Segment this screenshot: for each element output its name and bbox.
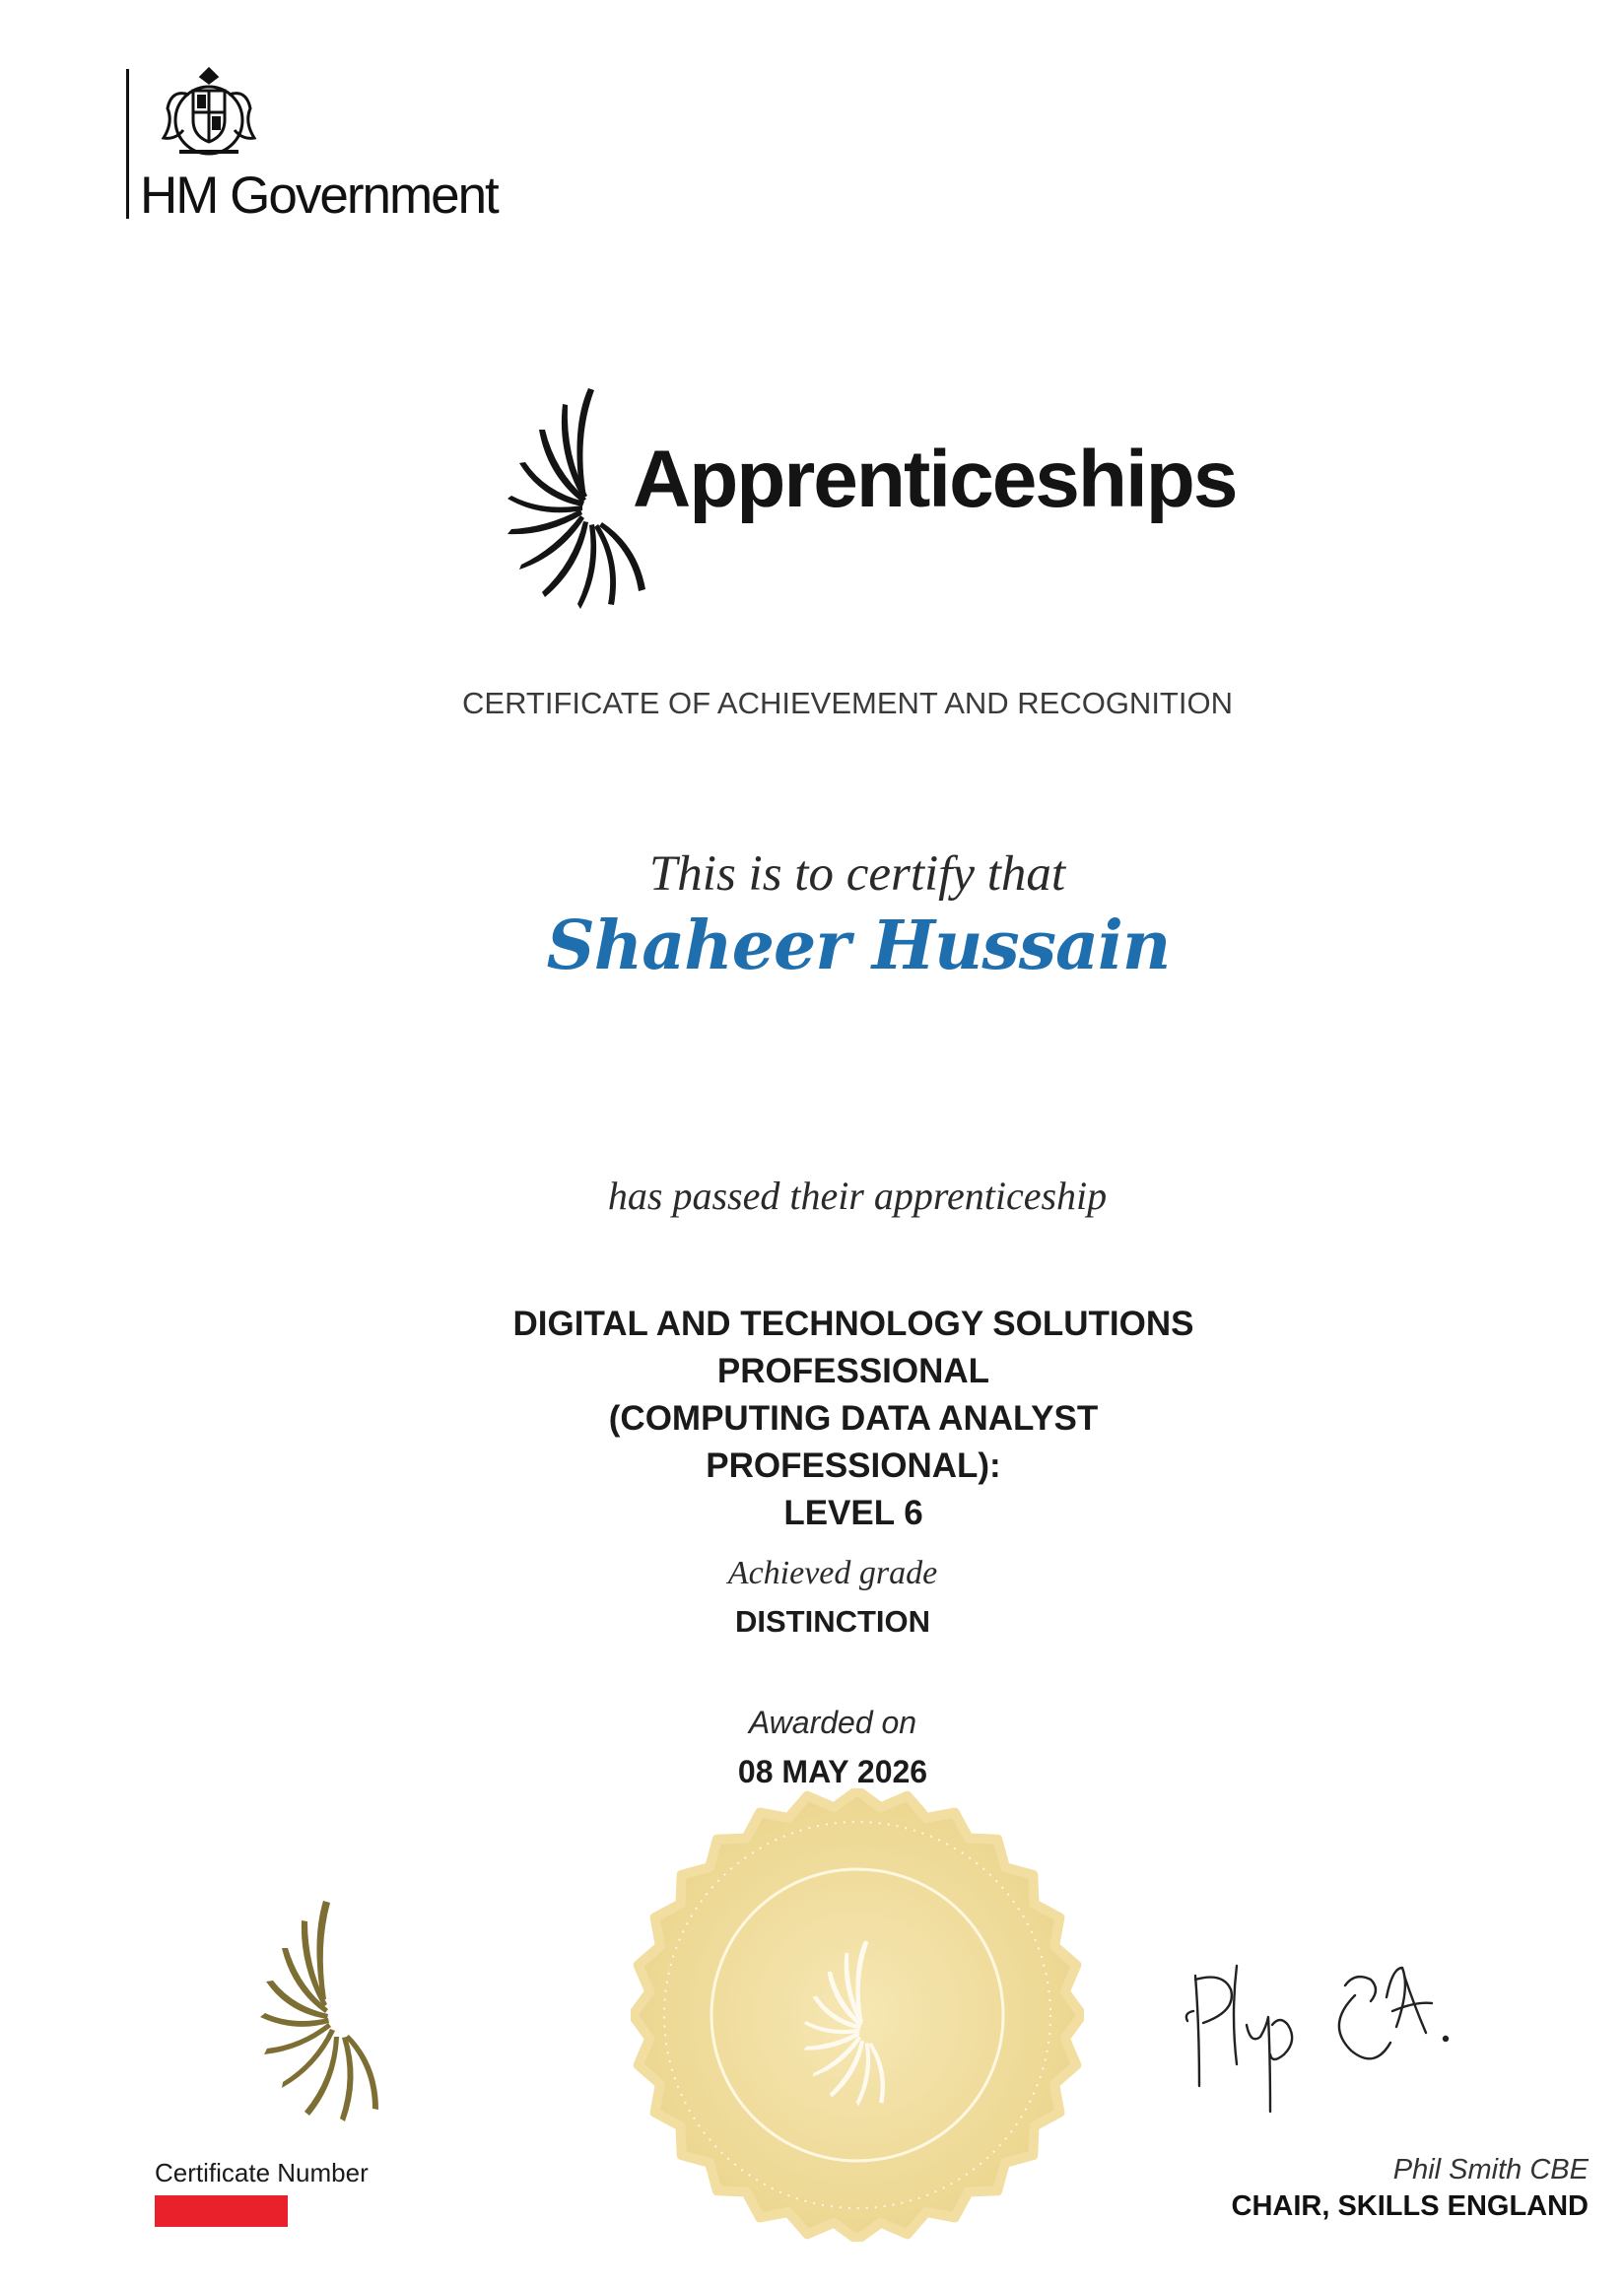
gold-fan-emblem — [254, 1897, 422, 2123]
qualification-line: DIGITAL AND TECHNOLOGY SOLUTIONS — [512, 1305, 1194, 1343]
qualification-line: (COMPUTING DATA ANALYST — [608, 1399, 1099, 1438]
grade-value: DISTINCTION — [734, 1604, 931, 1639]
certificate-number-redaction — [155, 2195, 288, 2227]
gold-seal-emblem — [631, 1788, 1084, 2242]
royal-coat-of-arms-icon — [150, 61, 268, 169]
certificate-number-label: Certificate Number — [155, 2158, 369, 2187]
apprenticeships-wordmark: Apprenticeships — [633, 435, 1237, 524]
passed-statement: has passed their apprenticeship — [607, 1174, 1108, 1218]
certificate-title: CERTIFICATE OF ACHIEVEMENT AND RECOGNITION — [462, 686, 1233, 720]
grade-label: Achieved grade — [727, 1555, 938, 1591]
qualification-title — [0, 1301, 1624, 1537]
hmg-divider-rule — [126, 69, 129, 219]
certify-statement: This is to certify that — [648, 846, 1066, 902]
awarded-date: 08 MAY 2026 — [737, 1754, 928, 1789]
qualification-level: LEVEL 6 — [783, 1494, 923, 1532]
hm-government-wordmark: HM Government — [140, 167, 498, 225]
qualification-line: PROFESSIONAL — [716, 1352, 990, 1390]
qualification-line: PROFESSIONAL): — [706, 1446, 1001, 1485]
signer-name: Phil Smith CBE — [1392, 2154, 1589, 2185]
recipient-name: Shaheer Hussain — [546, 907, 1171, 985]
handwritten-signature — [1178, 1956, 1522, 2153]
awarded-label: Awarded on — [748, 1705, 917, 1740]
signer-title: CHAIR, SKILLS ENGLAND — [1231, 2190, 1589, 2222]
